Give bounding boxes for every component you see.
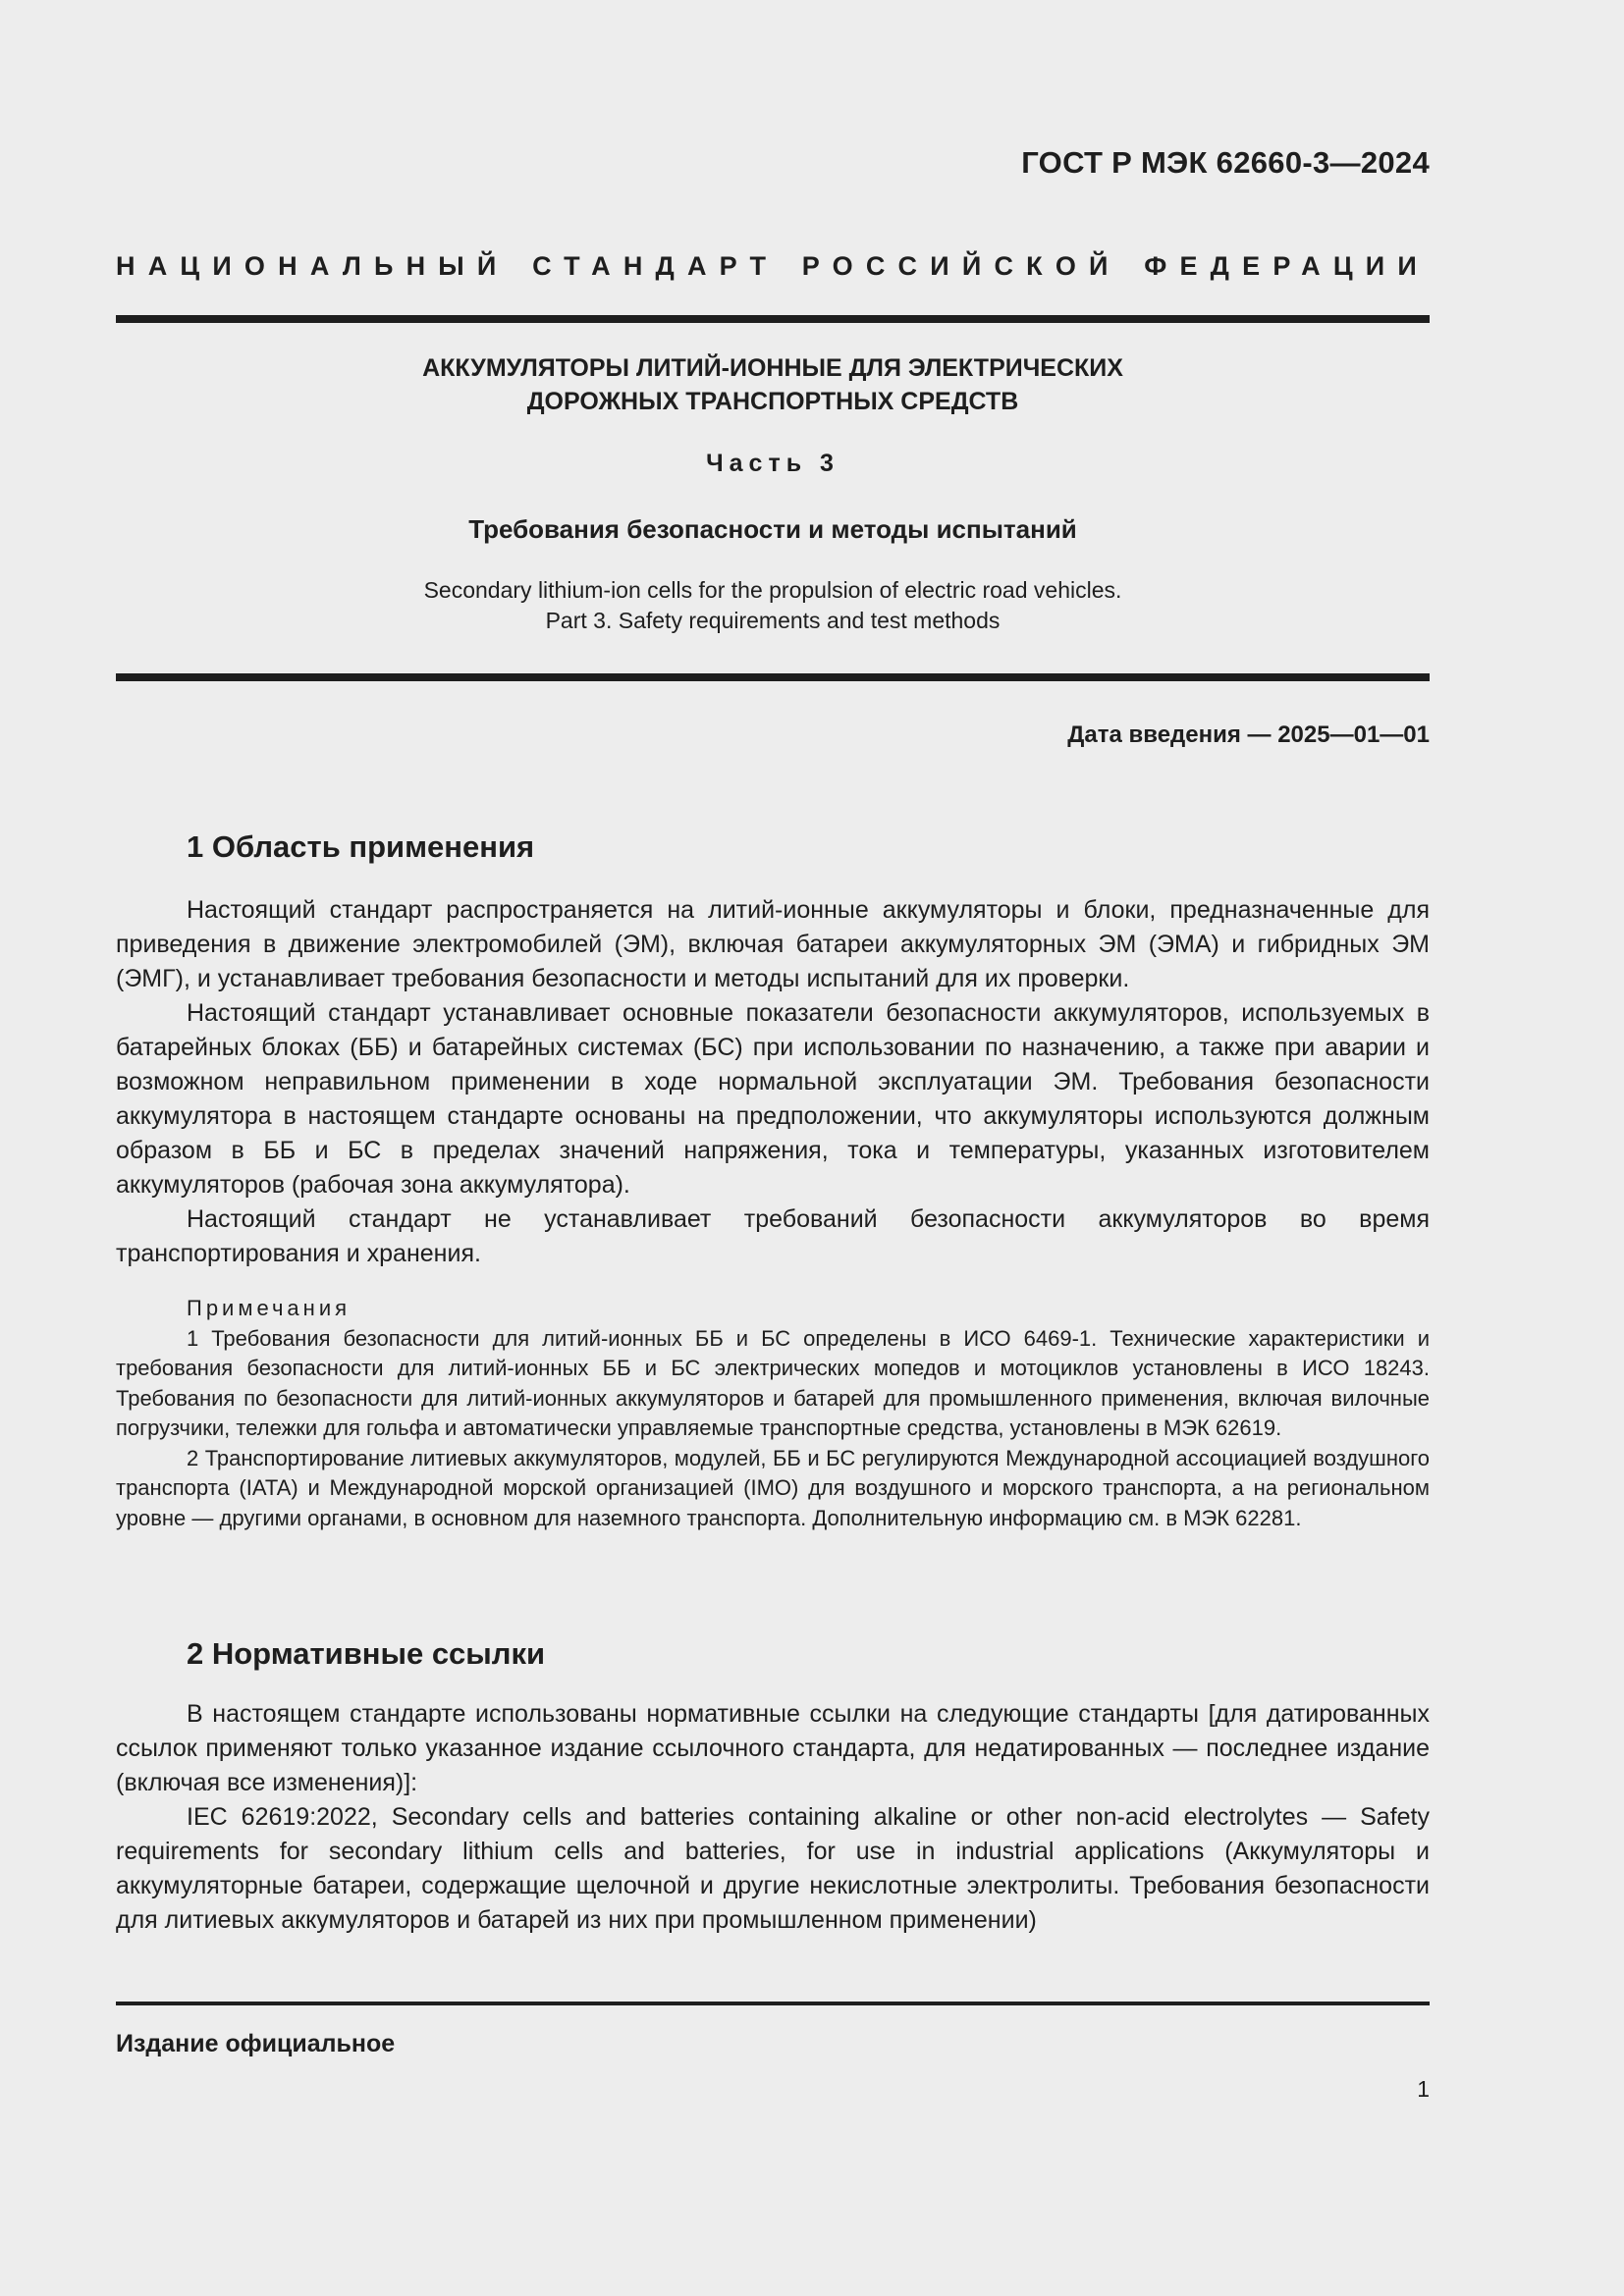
title-line-2: ДОРОЖНЫХ ТРАНСПОРТНЫХ СРЕДСТВ: [526, 388, 1019, 415]
paragraph: Настоящий стандарт не устанавливает требований безопасности аккумуляторов во время транспортирования и хранения.: [116, 1205, 1430, 1267]
english-title-line-1: Secondary lithium-ion cells for the propulsion of electric road vehicles.: [423, 577, 1122, 603]
section-2-body: [116, 1697, 1430, 1938]
page-number: 1: [1417, 2076, 1430, 2102]
section-2-heading: 2 Нормативные ссылки: [187, 1636, 546, 1671]
paragraph: Настоящий стандарт устанавливает основные показатели безопасности аккумуляторов, используемых в батарейных блоках (ББ) и батарейных системах (БС) при использовании по назначению, а также при аварии и возможном неправильном применении в ходе нормальной эксплуатации ЭМ. Требования безопасности аккумулятора в настоящем стандарте основаны на предположении, что аккумуляторы используются должным образом в ББ и БС в пределах значений напряжения, тока и температуры, указанных изготовителем аккумуляторов (рабочая зона аккумулятора).: [116, 999, 1430, 1199]
english-title-line-2: Part 3. Safety requirements and test methods: [545, 608, 1001, 633]
note-item: 2 Транспортирование литиевых аккумуляторов, модулей, ББ и БС регулируются Международной ассоциацией воздушного транспорта (IATA) и Международной морской организацией (IMO) для воздушного и морского транспорта, а на региональном уровне — другими органами, в основном для наземного транспорта. Дополнительную информацию см. в МЭК 62281.: [116, 1445, 1430, 1530]
footer-divider: [116, 2002, 1430, 2005]
english-title: [116, 575, 1430, 636]
official-edition-label: Издание официальное: [116, 2030, 396, 2057]
introduction-date: Дата введения — 2025—01—01: [1067, 721, 1430, 748]
subtitle: Требования безопасности и методы испытаний: [468, 514, 1077, 544]
title-bottom-divider: [116, 673, 1430, 681]
top-divider: [116, 315, 1430, 323]
paragraph: В настоящем стандарте использованы нормативные ссылки на следующие стандарты [для датированных ссылок применяют только указанное издание ссылочного стандарта, для недатированных — последнее издание (включая все изменения)]:: [116, 1700, 1430, 1796]
note-item: 1 Требования безопасности для литий-ионных ББ и БС определены в ИСО 6469-1. Технические характеристики и требования безопасности для литий-ионных ББ и БС электрических мопедов и мотоциклов установлены в ИСО 18243. Требования по безопасности для литий-ионных аккумуляторов и батарей для промышленного применения, включая вилочные погрузчики, тележки для гольфа и автоматически управляемые транспортные средства, установлены в МЭК 62619.: [116, 1325, 1430, 1440]
part-label: Часть 3: [706, 450, 839, 477]
section-1-heading: 1 Область применения: [187, 829, 535, 864]
national-standard-banner: НАЦИОНАЛЬНЫЙ СТАНДАРТ РОССИЙСКОЙ ФЕДЕРАЦИИ: [116, 251, 1430, 281]
section-1-notes: [116, 1294, 1430, 1533]
paragraph: Настоящий стандарт распространяется на литий-ионные аккумуляторы и блоки, предназначенные для приведения в движение электромобилей (ЭМ), включая батареи аккумуляторных ЭМ (ЭМА) и гибридных ЭМ (ЭМГ), и устанавливает требования безопасности и методы испытаний для их проверки.: [116, 896, 1430, 992]
notes-heading: Примечания: [187, 1296, 352, 1320]
title-line-1: АККУМУЛЯТОРЫ ЛИТИЙ-ИОННЫЕ ДЛЯ ЭЛЕКТРИЧЕСКИХ: [422, 354, 1123, 382]
paragraph: IEC 62619:2022, Secondary cells and batteries containing alkaline or other non-acid electrolytes — Safety requirements for secondary lithium cells and batteries, for use in industrial applications (Аккумуляторы и аккумуляторные батареи, содержащие щелочной и другие некислотные электролиты. Требования безопасности для литиевых аккумуляторов и батарей из них при промышленном применении): [116, 1803, 1430, 1934]
document-number: ГОСТ Р МЭК 62660-3—2024: [1021, 145, 1430, 180]
section-1-body: [116, 893, 1430, 1271]
